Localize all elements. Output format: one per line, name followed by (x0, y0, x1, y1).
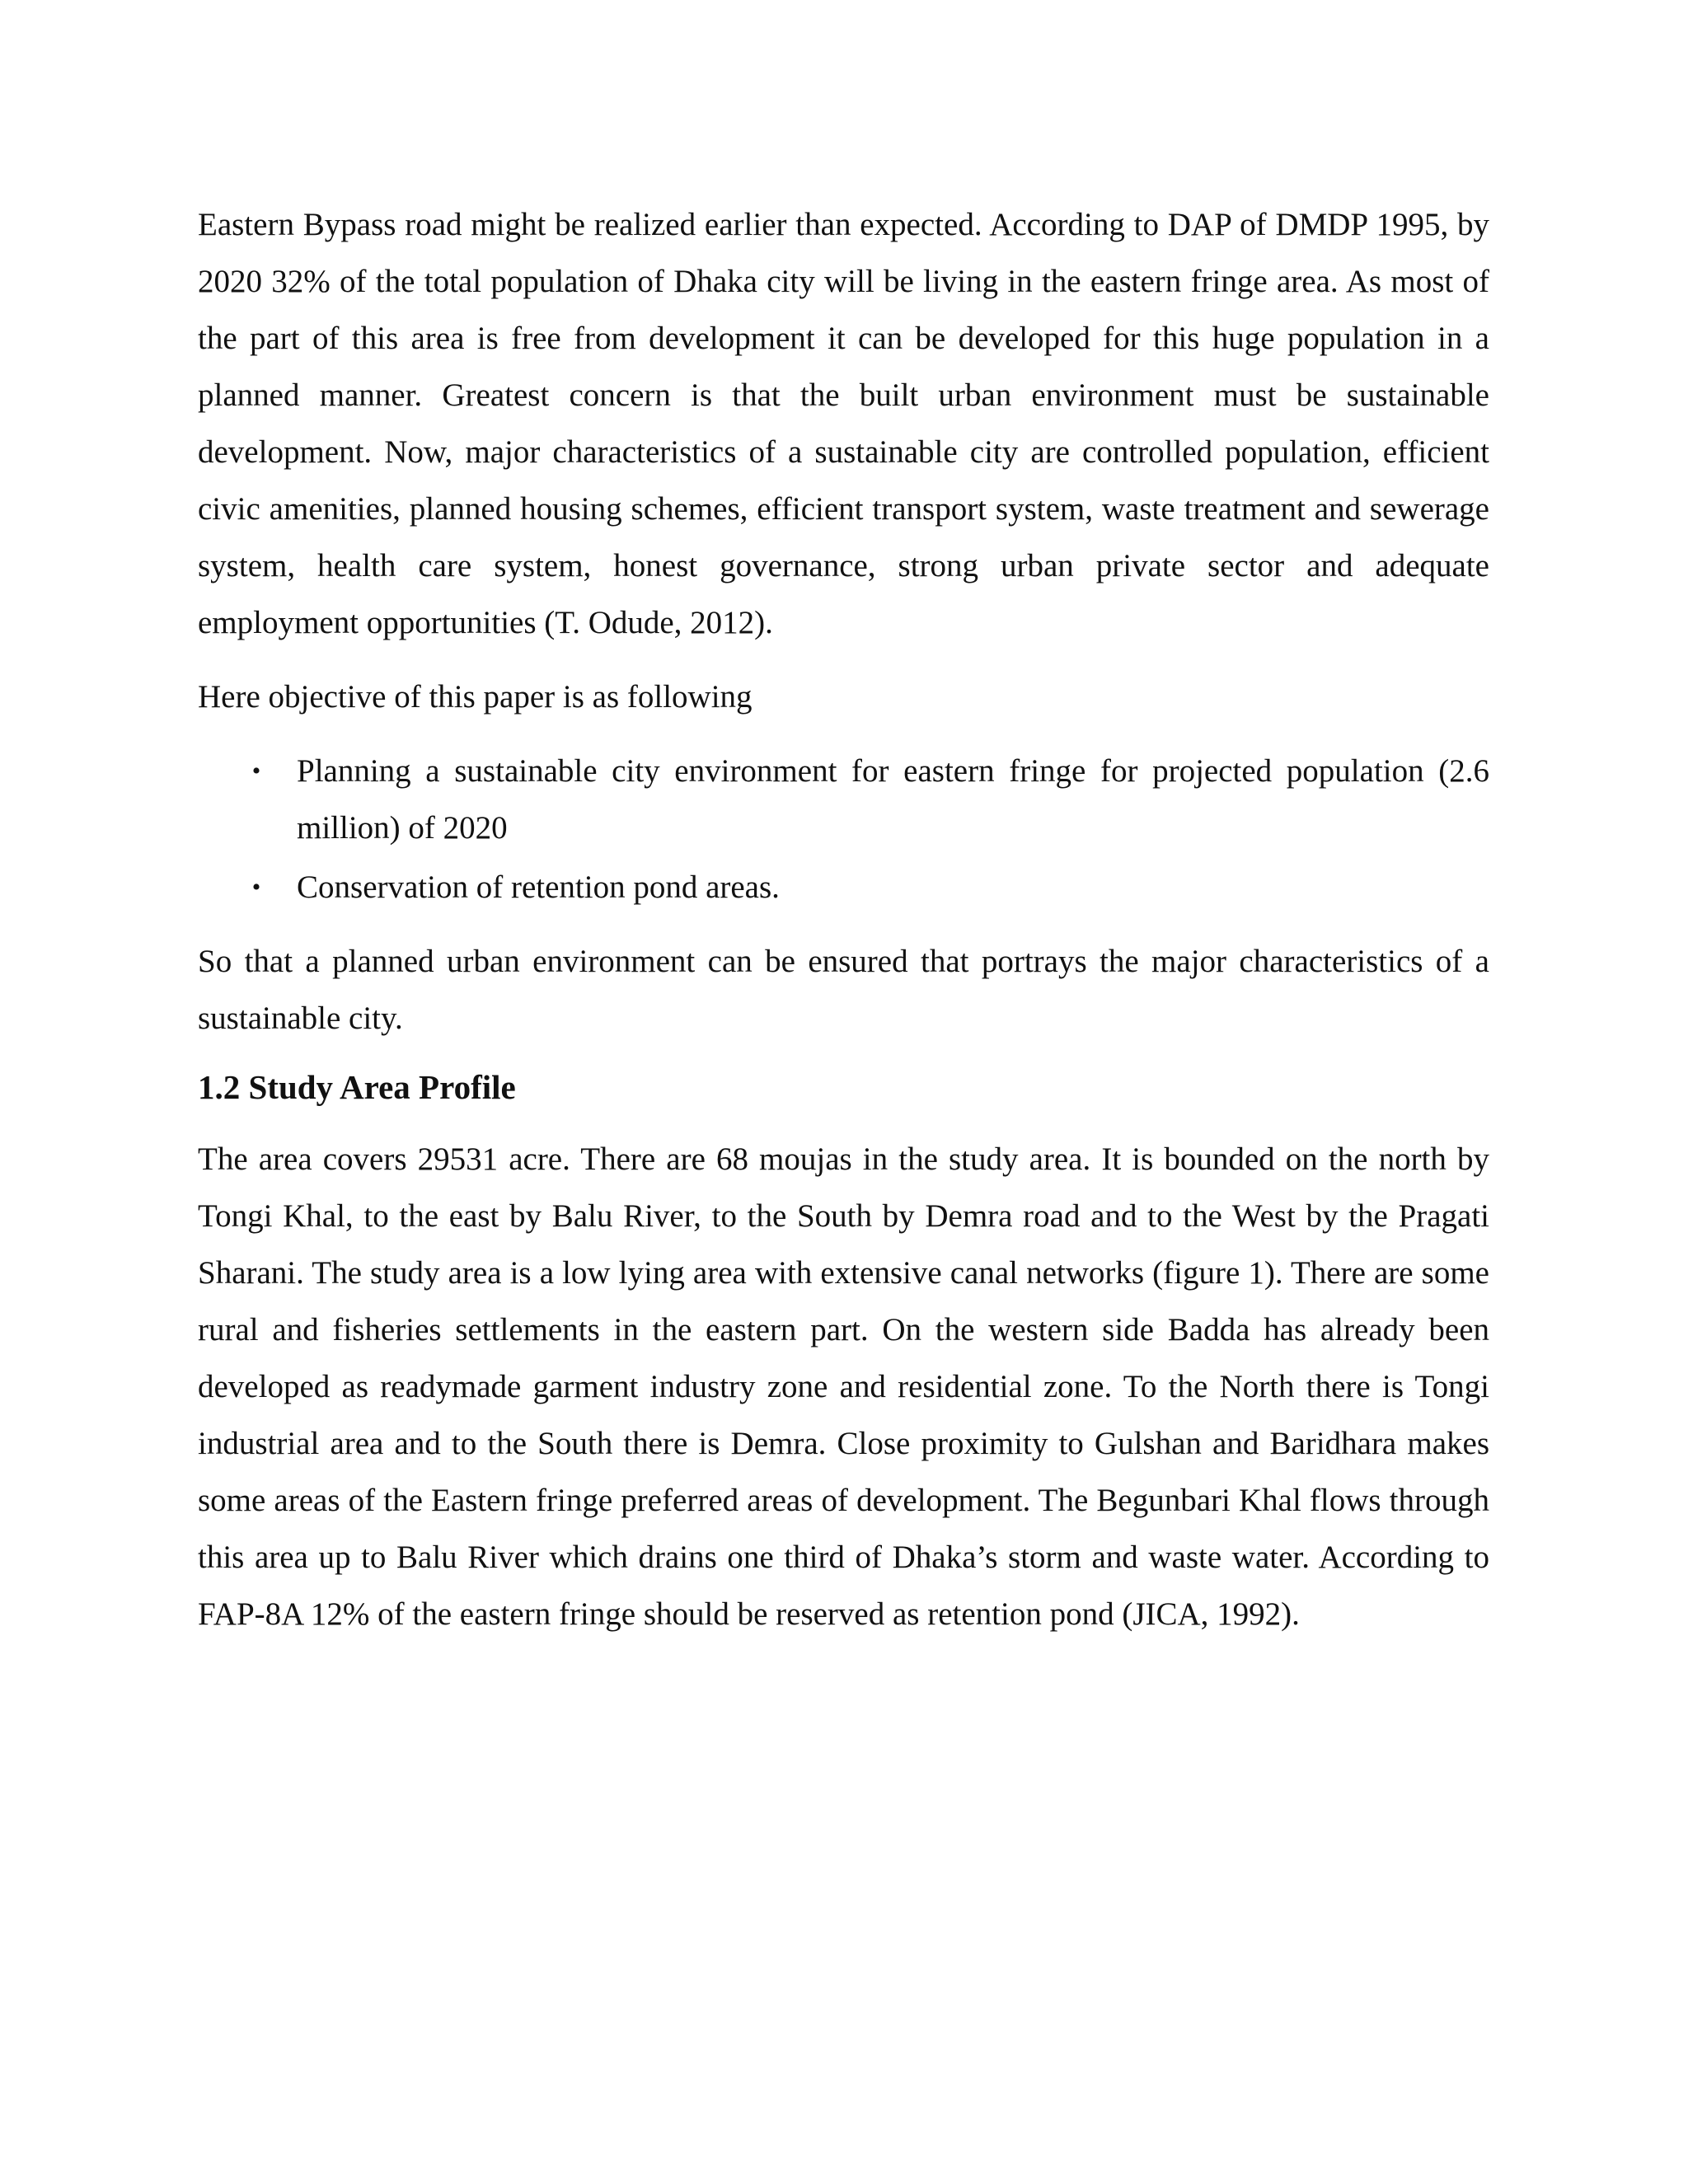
body-paragraph-intro: Eastern Bypass road might be realized earlier than expected. According to DAP of DMDP 1995, by 2020 32% of the total population of Dhaka city will be living in the eastern fringe area. As most of the part of this area is free from development it can be developed for this huge population in a planned manner. Greatest concern is that the built urban environment must be sustainable development. Now, major characteristics of a sustainable city are controlled population, efficient civic amenities, planned housing schemes, efficient transport system, waste treatment and sewerage system, health care system, honest governance, strong urban private sector and adequate employment opportunities (T. Odude, 2012). (198, 207, 1489, 640)
bullet-icon: • (251, 757, 261, 785)
list-item (198, 743, 1489, 856)
list-item (198, 859, 1489, 916)
section-heading: 1.2 Study Area Profile (198, 1068, 516, 1106)
document-page (198, 196, 1489, 1643)
bullet-icon: • (251, 874, 261, 901)
list-item-text: Conservation of retention pond areas. (297, 869, 780, 905)
body-paragraph-conclusion: So that a planned urban environment can be ensured that portrays the major characteristics of a sustainable city. (198, 944, 1489, 1036)
objectives-list (198, 743, 1489, 916)
objectives-lead-in: Here objective of this paper is as following (198, 679, 753, 715)
list-item-text: Planning a sustainable city environment for eastern fringe for projected population (2.6 million) of 2020 (297, 753, 1489, 846)
body-paragraph-study-area: The area covers 29531 acre. There are 68 moujas in the study area. It is bounded on the north by Tongi Khal, to the east by Balu River, to the South by Demra road and to the West by the Pragati Sharani. The study area is a low lying area with extensive canal networks (figure 1). There are some rural and fisheries settlements in the eastern part. On the western side Badda has already been developed as readymade garment industry zone and residential zone. To the North there is Tongi industrial area and to the South there is Demra. Close proximity to Gulshan and Baridhara makes some areas of the Eastern fringe preferred areas of development. The Begunbari Khal flows through this area up to Balu River which drains one third of Dhaka’s storm and waste water. According to FAP-8A 12% of the eastern fringe should be reserved as retention pond (JICA, 1992). (198, 1141, 1489, 1632)
